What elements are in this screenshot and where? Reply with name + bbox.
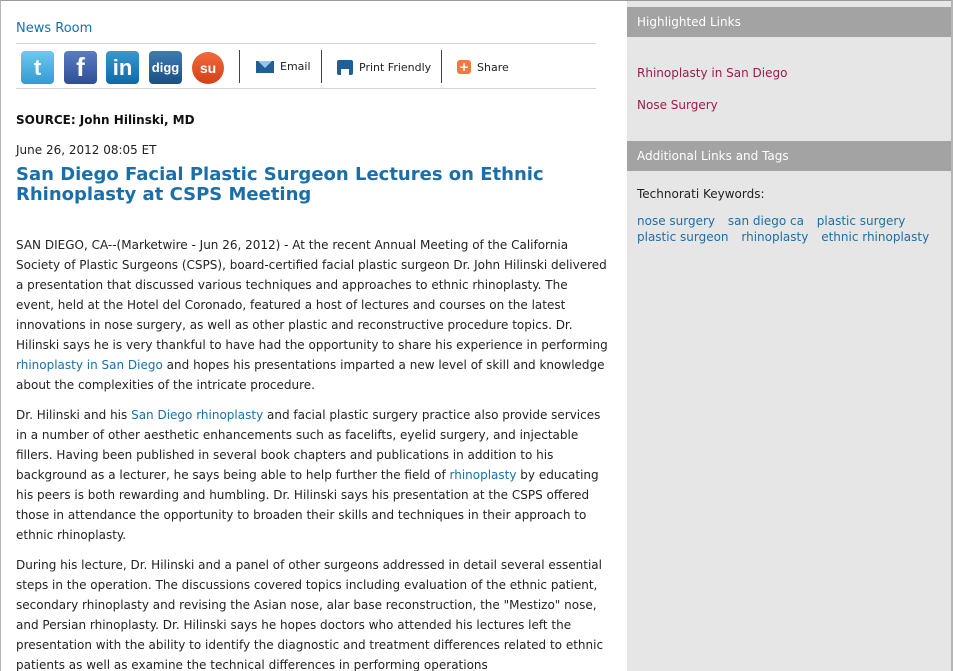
tag-link[interactable]: nose surgery: [637, 214, 716, 228]
tag-link[interactable]: san diego ca: [727, 214, 804, 228]
technorati-label: Technorati Keywords:: [637, 187, 765, 201]
article-headline: San Diego Facial Plastic Surgeon Lectures on Ethnic Rhinoplasty at CSPS Meeting: [16, 164, 544, 205]
rhinoplasty-san-diego-link[interactable]: rhinoplasty in San Diego: [16, 358, 163, 372]
envelope-icon: [256, 61, 274, 73]
facebook-icon[interactable]: f: [64, 51, 97, 84]
share-button[interactable]: + Share: [458, 60, 509, 74]
article-paragraph: During his lecture, Dr. Hilinski and a panel of other surgeons addressed in detail several essential steps in the operation. The discussions covered topics including evaluation of the ethnic patient, secondary rhinoplasty and revising the Asian nose, alar base reconstruction, the "Mestizo" nose, and Persian rhinoplasty. Dr. Hilinski says he hopes doctors who attended his lectures left the presentation with the ability to identify the diagnostic and treatment differences related to ethnic patients as well as examine the technical differences in performing operations: [16, 558, 604, 671]
additional-links-header: Additional Links and Tags: [627, 141, 951, 171]
highlighted-link-nose-surgery[interactable]: Nose Surgery: [637, 98, 718, 112]
article-paragraph: Dr. Hilinski and his San Diego rhinoplasty and facial plastic surgery practice also provide services in a number of other aesthetic enhancements such as facelifts, eyelid surgery, and injectable fillers. Having been published in several book chapters and publications in addition to his background as a lecturer, he says being able to help further the field of rhinoplasty by educating his peers is both rewarding and humbling. Dr. Hilinski says his presentation at the CSPS offered those in attendance the opportunity to broaden their skills and techniques in their approach to ethnic rhinoplasty.: [16, 408, 601, 542]
highlighted-link-rhinoplasty[interactable]: Rhinoplasty in San Diego: [637, 66, 788, 80]
tag-link[interactable]: rhinoplasty: [741, 230, 809, 244]
toolbar-divider: [441, 50, 442, 83]
publish-date: June 26, 2012 08:05 ET: [16, 143, 157, 157]
article-body: [16, 235, 608, 671]
twitter-icon[interactable]: t: [21, 51, 54, 84]
stumbleupon-icon[interactable]: su: [192, 52, 224, 84]
email-button[interactable]: Email: [256, 60, 311, 73]
sidebar: [627, 0, 951, 671]
article-paragraph: SAN DIEGO, CA--(Marketwire - Jun 26, 2012) - At the recent Annual Meeting of the California Society of Plastic Surgeons (CSPS), board-certified facial plastic surgeon Dr. John Hilinski delivered a presentation that discussed various techniques and approaches to ethnic rhinoplasty. The event, held at the Hotel del Coronado, featured a host of lectures and courses on the latest innovations in nose surgery, as well as other plastic and reconstructive procedure topics. Dr. Hilinski says he is very thankful to have had the opportunity to share his experience in performing rhinoplasty in San Diego and hopes his presentations imparted a new level of skill and knowledge about the complexities of the intricate procedure.: [16, 238, 608, 392]
tag-link[interactable]: ethnic rhinoplasty: [821, 230, 930, 244]
highlighted-links-header: Highlighted Links: [627, 7, 951, 37]
toolbar-divider: [321, 50, 322, 83]
rhinoplasty-link[interactable]: rhinoplasty: [449, 468, 517, 482]
san-diego-rhinoplasty-link[interactable]: San Diego rhinoplasty: [131, 408, 264, 422]
news-room-link[interactable]: News Room: [16, 21, 93, 36]
technorati-tags: [637, 213, 942, 245]
digg-icon[interactable]: digg: [149, 51, 182, 84]
share-toolbar: [16, 43, 596, 89]
toolbar-divider: [239, 50, 240, 83]
print-friendly-button[interactable]: Print Friendly: [337, 60, 431, 75]
tag-link[interactable]: plastic surgeon: [637, 230, 729, 244]
source-line: SOURCE: John Hilinski, MD: [16, 113, 195, 127]
plus-icon: +: [458, 60, 470, 74]
printer-icon: [337, 60, 353, 75]
tag-link[interactable]: plastic surgery: [816, 214, 906, 228]
linkedin-icon[interactable]: in: [106, 51, 139, 84]
